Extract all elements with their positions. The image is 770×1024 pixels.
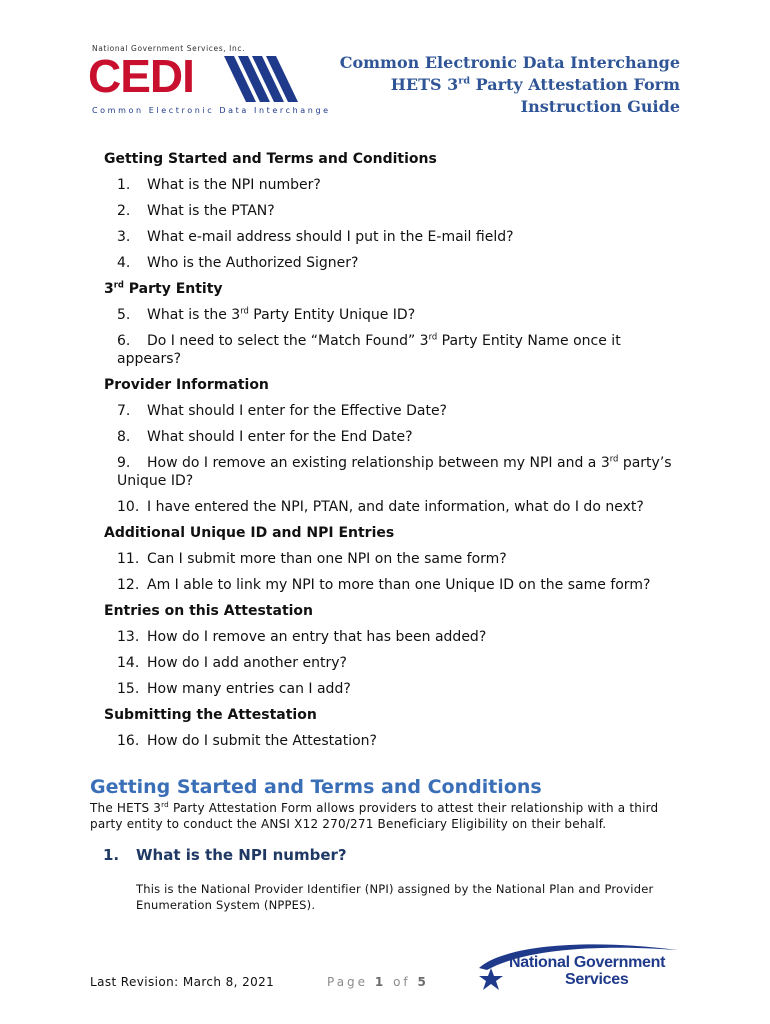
question-1-heading: 1. What is the NPI number? [103,846,347,864]
section-intro: The HETS 3rd Party Attestation Form allows providers to attest their relationship with a third party entity to conduct the ANSI X12 270/271 Beneficiary Eligibility on their behalf. [90,800,659,831]
toc-item-3[interactable]: 3. What e-mail address should I put in the E-mail field? [117,229,514,245]
toc-item-8[interactable]: 8. What should I enter for the End Date? [117,429,413,445]
toc-heading-third-party[interactable]: 3rd Party Entity [104,279,223,297]
title-line-3: Instruction Guide [520,97,680,116]
logo-cedi-text: CEDI [88,50,194,102]
toc-item-13[interactable]: 13. How do I remove an entry that has been added? [117,629,487,645]
logo-company-text: National Government Services, Inc. [92,44,246,53]
toc-item-11[interactable]: 11. Can I submit more than one NPI on the same form? [117,551,507,567]
toc-item-5[interactable]: 5. What is the 3rd Party Entity Unique ID? [117,305,416,323]
toc-heading-submitting[interactable]: Submitting the Attestation [104,707,317,723]
toc-item-14[interactable]: 14. How do I add another entry? [117,655,347,671]
toc-heading-provider[interactable]: Provider Information [104,377,269,393]
footer-last-revision: Last Revision: March 8, 2021 [90,975,275,989]
toc-heading-entries[interactable]: Entries on this Attestation [104,603,314,619]
ngs-logo-line-1: National Government [509,954,666,971]
section-heading: Getting Started and Terms and Conditions [90,776,542,798]
toc-heading-getting-started[interactable]: Getting Started and Terms and Conditions [104,151,437,167]
toc-heading-additional[interactable]: Additional Unique ID and NPI Entries [104,525,395,541]
ngs-logo [473,938,683,992]
title-line-1: Common Electronic Data Interchange [339,53,680,72]
title-line-2: HETS 3rd Party Attestation Form [390,75,680,94]
toc-item-7[interactable]: 7. What should I enter for the Effective Date? [117,403,447,419]
logo-stripes-icon [224,56,300,102]
toc-item-2[interactable]: 2. What is the PTAN? [117,203,275,219]
question-1-answer: This is the National Provider Identifier (NPI) assigned by the National Plan and Provider Enumeration System (NPPES). [136,882,654,912]
toc-item-9[interactable]: 9. How do I remove an existing relationship between my NPI and a 3rd party’s Unique ID? [117,453,672,489]
toc-item-6[interactable]: 6. Do I need to select the “Match Found” 3rd Party Entity Name once it appears? [117,331,621,367]
table-of-contents [104,150,684,758]
toc-item-10[interactable]: 10. I have entered the NPI, PTAN, and date information, what do I do next? [117,499,644,515]
ngs-logo-line-2: Services [565,971,629,988]
toc-item-1[interactable]: 1. What is the NPI number? [117,177,321,193]
toc-item-12[interactable]: 12. Am I able to link my NPI to more than one Unique ID on the same form? [117,577,651,593]
footer-page-number: Page 1 of 5 [327,975,429,989]
logo-tagline-text: Common Electronic Data Interchange [92,106,331,115]
toc-item-4[interactable]: 4. Who is the Authorized Signer? [117,255,359,271]
toc-item-16[interactable]: 16. How do I submit the Attestation? [117,733,377,749]
document-title [340,52,680,118]
cedi-logo [88,44,331,120]
toc-item-15[interactable]: 15. How many entries can I add? [117,681,351,697]
